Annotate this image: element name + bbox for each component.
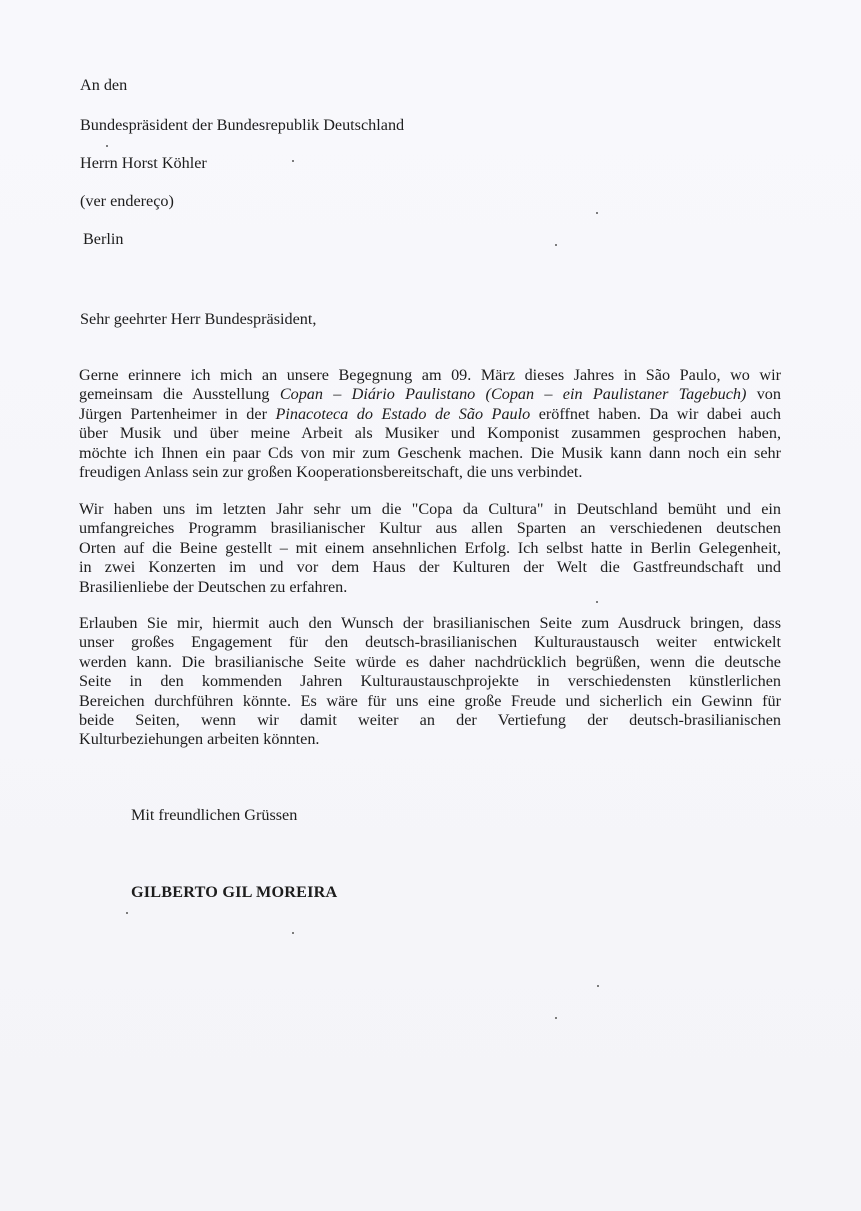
address-line-name: Herrn Horst Köhler (80, 154, 207, 172)
scan-speck (292, 932, 294, 934)
paragraph-1 (79, 366, 781, 482)
paragraph-2-line-2: umfangreiches Programm brasilianischer Kultur aus allen Sparten an verschiedenen deutschen (79, 519, 781, 538)
paragraph-3-line-1: Erlauben Sie mir, hiermit auch den Wunsch der brasilianischen Seite zum Ausdruck bringen, dass (79, 614, 781, 632)
paragraph-3-line-7: Kulturbeziehungen arbeiten könnten. (79, 730, 320, 749)
signature-name: GILBERTO GIL MOREIRA (131, 883, 338, 901)
paragraph-2 (79, 500, 781, 597)
address-line-title: Bundespräsident der Bundesrepublik Deutschland (80, 116, 405, 134)
paragraph-1-line-2-end: von (746, 385, 781, 404)
paragraph-2-line-3: Orten auf die Beine gestellt – mit einem ansehnlichen Erfolg. Ich selbst hatte in Berlin Gelegenheit, (79, 538, 781, 557)
address-line-recipient-prefix: An den (80, 76, 128, 94)
paragraph-1-line-3 (79, 405, 781, 424)
paragraph-1-line-6: freudigen Anlass sein zur großen Kooperationsbereitschaft, die uns verbindet. (79, 462, 583, 481)
scan-speck (596, 212, 598, 214)
paragraph-3-line-6: beide Seiten, wenn wir damit weiter an der Vertiefung der deutsch-brasilianischen (79, 710, 781, 729)
paragraph-1-line-1: Gerne erinnere ich mich an unsere Begegnung am 09. März dieses Jahres in São Paulo, wo wir (79, 366, 781, 384)
museum-name: Pinacoteca do Estado de São Paulo (275, 404, 531, 423)
paragraph-1-line-2 (79, 385, 781, 404)
salutation: Sehr geehrter Herr Bundespräsident, (80, 310, 317, 328)
paragraph-1-line-5: möchte ich Ihnen ein paar Cds von mir zum Geschenk machen. Die Musik kann dann noch ein sehr (79, 443, 781, 462)
closing-phrase: Mit freundlichen Grüssen (131, 806, 298, 824)
exhibition-title: Copan – Diário Paulistano (Copan – ein Paulistaner Tagebuch) (279, 385, 747, 404)
scan-speck (555, 1017, 557, 1019)
paragraph-2-line-5: Brasilienliebe der Deutschen zu erfahren. (79, 577, 348, 596)
scan-speck (555, 244, 557, 246)
paragraph-1-line-4: über Musik und über meine Arbeit als Musiker und Komponist zusammen gesprochen haben, (79, 424, 781, 443)
paragraph-3-line-5: Bereichen durchführen könnte. Es wäre für uns eine große Freude und sicherlich ein Gewinn für (79, 691, 781, 710)
scan-speck (596, 601, 598, 603)
paragraph-2-line-4: in zwei Konzerten im und vor dem Haus der Kulturen der Welt die Gastfreundschaft und (79, 558, 781, 577)
scan-speck (292, 160, 294, 162)
paragraph-1-line-3-text: Jürgen Partenheimer in der (79, 404, 276, 423)
address-line-note: (ver endereço) (80, 192, 174, 210)
paragraph-1-line-2-text: gemeinsam die Ausstellung (79, 385, 280, 404)
paragraph-2-line-1: Wir haben uns im letzten Jahr sehr um die "Copa da Cultura" in Deutschland bemüht und ein (79, 500, 781, 518)
paragraph-3 (79, 614, 781, 750)
paragraph-1-line-3-end: eröffnet haben. Da wir dabei auch (530, 404, 781, 423)
paragraph-3-line-4: Seite in den kommenden Jahren Kulturaustauschprojekte in verschiedensten künstlerlichen (79, 672, 781, 691)
scan-speck (106, 145, 108, 147)
scan-speck (597, 985, 599, 987)
paragraph-3-line-2: unser großes Engagement für den deutsch-brasilianischen Kulturaustausch weiter entwickelt (79, 633, 781, 652)
paragraph-3-line-3: werden kann. Die brasilianische Seite würde es daher nachdrücklich begrüßen, wenn die deutsche (79, 652, 781, 671)
scan-speck (126, 912, 128, 914)
address-line-city: Berlin (83, 230, 124, 248)
